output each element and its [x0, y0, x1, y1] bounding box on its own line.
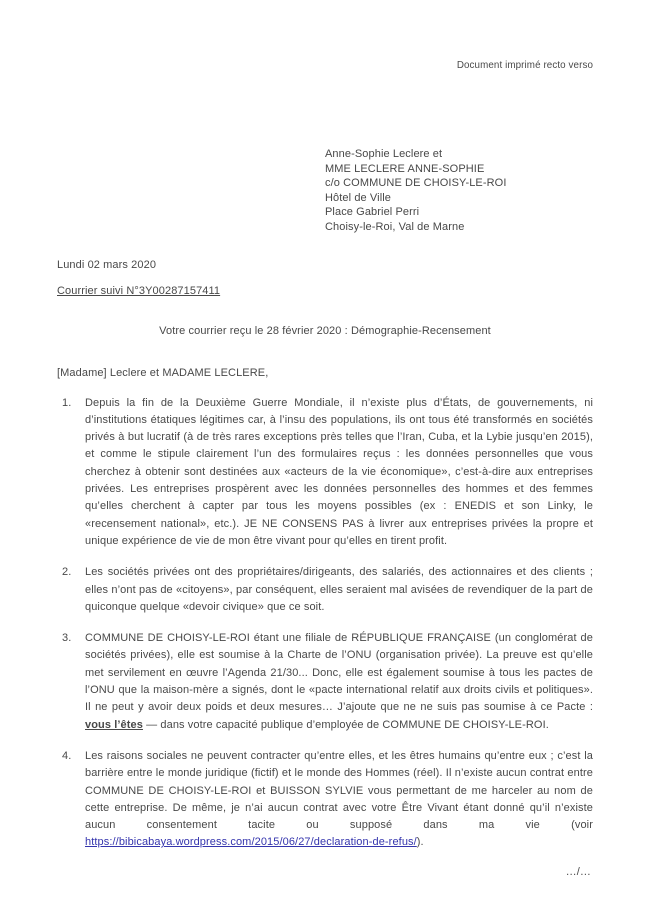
subject-line: Votre courrier reçu le 28 février 2020 : Démographie-Recensement	[159, 324, 491, 337]
recipient-line: MME LECLERE ANNE-SOPHIE	[325, 162, 485, 175]
numbered-list	[57, 395, 593, 852]
continuation-mark: …/…	[565, 865, 591, 878]
item-text-segment: COMMUNE DE CHOISY-LE-ROI étant une filiale de RÉPUBLIQUE FRANÇAISE (un conglomérat de sociétés privées), elle est soumise à la Charte de l’ONU (organisation privée). La preuve est qu’elle met servilement en œuvre l’Agenda 21/30... Donc, elle est également soumise à tous les pactes de l’ONU que la maison-mère a signés, dont le «pacte international relatif aux droits civils et politiques». Il ne peut y avoir deux poids et deux mesures… J’ajoute que ne ne suis pas soumise à ce Pacte :	[85, 632, 593, 714]
emphasis-text: vous l’êtes	[85, 718, 143, 731]
print-note: Document imprimé recto verso	[456, 60, 593, 71]
salutation: [Madame] Leclere et MADAME LECLERE,	[57, 366, 269, 379]
list-item	[57, 395, 593, 551]
list-item	[57, 748, 593, 852]
recipient-address-block	[325, 147, 593, 235]
list-item	[57, 630, 593, 734]
date-line: Lundi 02 mars 2020	[57, 258, 157, 271]
recipient-line: Hôtel de Ville	[325, 191, 392, 204]
item-number: 3.	[62, 632, 72, 645]
recipient-line: Place Gabriel Perri	[325, 206, 420, 219]
item-text: Depuis la fin de la Deuxième Guerre Mondiale, il n’existe plus d’États, de gouvernements, ni d’institutions étatiques légitimes car, à l’insu des populations, ils ont tous été transformés en sociétés privés à but lucratif (à de très rares exceptions près telles que l’Iran, Cuba, et la Lybie jusqu’en 2015), et comme le stipule clairement l’un des formulaires reçus : les données personnelles que vous cherchez à obtenir sont destinées aux «acteurs de la vie économique», c’est-à-dire aux entreprises privées. Les entreprises prospèrent avec les données personnelles des hommes et des femmes qu’elles cherchent à capter par tous les moyens possibles (ex : ENEDIS et son Linky, le «recensement national», etc.). JE NE CONSENS PAS à livrer aux entreprises privées la propre et unique expérience de vie de mon être vivant pour qu’elles en tirent profit.	[85, 396, 593, 547]
item-text-segment: — dans votre capacité publique d’employée de COMMUNE DE CHOISY-LE-ROI.	[142, 718, 549, 731]
item-number: 4.	[62, 749, 72, 762]
item-number: 1.	[62, 396, 72, 409]
list-item	[57, 564, 593, 616]
tracking-number: Courrier suivi N°3Y00287157411	[57, 284, 221, 297]
item-text	[85, 748, 593, 852]
recipient-line: Choisy-le-Roi, Val de Marne	[325, 220, 465, 233]
recipient-line: c/o COMMUNE DE CHOISY-LE-ROI	[325, 177, 507, 190]
item-text-segment: ).	[416, 836, 424, 849]
declaration-refus-link[interactable]: https://bibicabaya.wordpress.com/2015/06/27/declaration-de-refus/	[85, 836, 417, 849]
recipient-line: Anne-Sophie Leclere et	[325, 148, 443, 160]
item-number: 2.	[62, 566, 72, 579]
item-text	[85, 630, 593, 734]
item-text-segment: Les raisons sociales ne peuvent contracter qu’entre elles, et les êtres humains qu’entre eux ; c’est la barrière entre le monde juridique (fictif) et le monde des Hommes (réel). Il n’existe aucun contrat entre COMMUNE DE CHOISY-LE-ROI et BUISSON SYLVIE vous permettant de me harceler au nom de cette entreprise. De même, je n’ai aucun contrat avec votre Être Vivant étant donné qu’il n’existe aucun consentement tacite ou supposé dans ma vie (voir	[85, 749, 593, 832]
item-text: Les sociétés privées ont des propriétaires/dirigeants, des salariés, des actionnaires et des clients ; elles n’ont pas de «citoyens», par conséquent, elles seraient mal avisées de revendiquer de la part de quiconque quelque «devoir civique» que ce soit.	[85, 566, 593, 613]
